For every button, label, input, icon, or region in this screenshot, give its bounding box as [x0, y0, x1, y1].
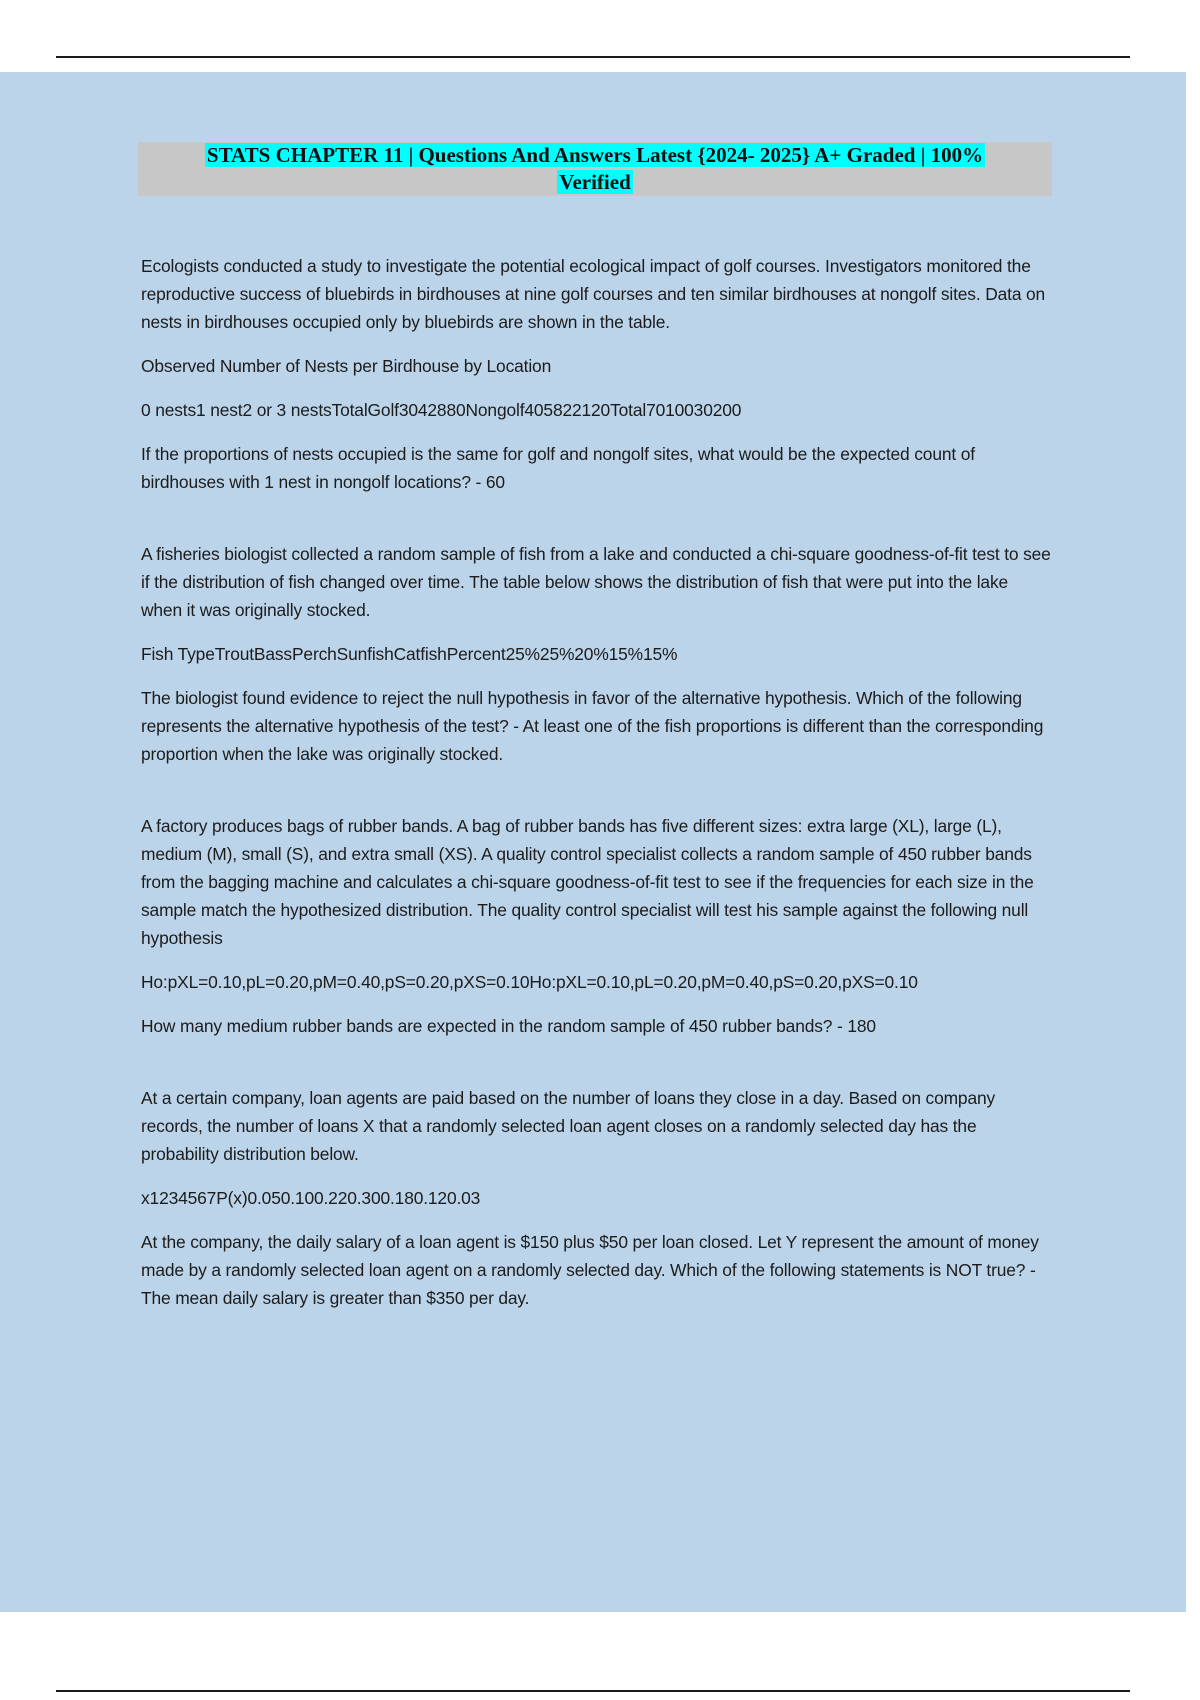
question-answer: How many medium rubber bands are expected in the random sample of 450 rubber bands? - 180 — [141, 1016, 876, 1036]
question-intro: At a certain company, loan agents are paid based on the number of loans they close in a day. Based on company records, the number of loans X that a randomly selected loan agent closes on a randomly selected day has the probability distribution below. — [141, 1088, 996, 1164]
question-block-3 — [141, 812, 1053, 1040]
table-caption: Observed Number of Nests per Birdhouse by Location — [141, 356, 552, 376]
question-answer: If the proportions of nests occupied is the same for golf and nongolf sites, what would be the expected count of birdhouses with 1 nest in nongolf locations? - 60 — [141, 444, 975, 492]
title-line-2: Verified — [559, 170, 631, 194]
question-intro: Ecologists conducted a study to investigate the potential ecological impact of golf courses. Investigators monitored the reproductive success of bluebirds in birdhouses at nine golf courses and ten similar birdhouses at nongolf sites. Data on nests in birdhouses occupied only by bluebirds are shown in the table. — [141, 256, 1046, 332]
questions-body — [141, 252, 1053, 1328]
question-intro: A fisheries biologist collected a random sample of fish from a lake and conducted a chi-square goodness-of-fit test to see if the distribution of fish changed over time. The table below shows the distribution of fish that were put into the lake when it was originally stocked. — [141, 544, 1051, 620]
title-line-1: STATS CHAPTER 11 | Questions And Answers Latest {2024- 2025} A+ Graded | 100% — [206, 143, 984, 167]
question-block-4 — [141, 1084, 1053, 1312]
question-answer: At the company, the daily salary of a loan agent is $150 plus $50 per loan closed. Let Y represent the amount of money made by a randomly selected loan agent on a randomly selected day. Which of the following statements is NOT true? - The mean daily salary is greater than $350 per day. — [141, 1232, 1039, 1308]
question-intro: A factory produces bags of rubber bands. A bag of rubber bands has five different sizes: extra large (XL), large (L), medium (M), small (S), and extra small (XS). A quality control specialist collects a random sample of 450 rubber bands from the bagging machine and calculates a chi-square goodness-of-fit test to see if the frequencies for each size in the sample match the hypothesized distribution. The quality control specialist will test his sample against the following null hypothesis — [141, 816, 1034, 948]
footer-rule — [56, 1690, 1130, 1692]
question-block-2 — [141, 540, 1053, 768]
table-text: Fish TypeTroutBassPerchSunfishCatfishPercent25%25%20%15%15% — [141, 644, 678, 664]
table-text: x1234567P(x)0.050.100.220.300.180.120.03 — [141, 1188, 481, 1208]
document-title — [138, 142, 1052, 196]
question-block-1 — [141, 252, 1053, 496]
header-rule — [56, 56, 1130, 58]
question-answer: The biologist found evidence to reject the null hypothesis in favor of the alternative hypothesis. Which of the following represents the alternative hypothesis of the test? - At least one of the fish proportions is different than the corresponding proportion when the lake was originally stocked. — [141, 688, 1044, 764]
table-text: 0 nests1 nest2 or 3 nestsTotalGolf3042880Nongolf405822120Total7010030200 — [141, 400, 742, 420]
hypothesis-text: Ho:pXL=0.10,pL=0.20,pM=0.40,pS=0.20,pXS=0.10Ho:pXL=0.10,pL=0.20,pM=0.40,pS=0.20,pXS=0.10 — [141, 972, 918, 992]
